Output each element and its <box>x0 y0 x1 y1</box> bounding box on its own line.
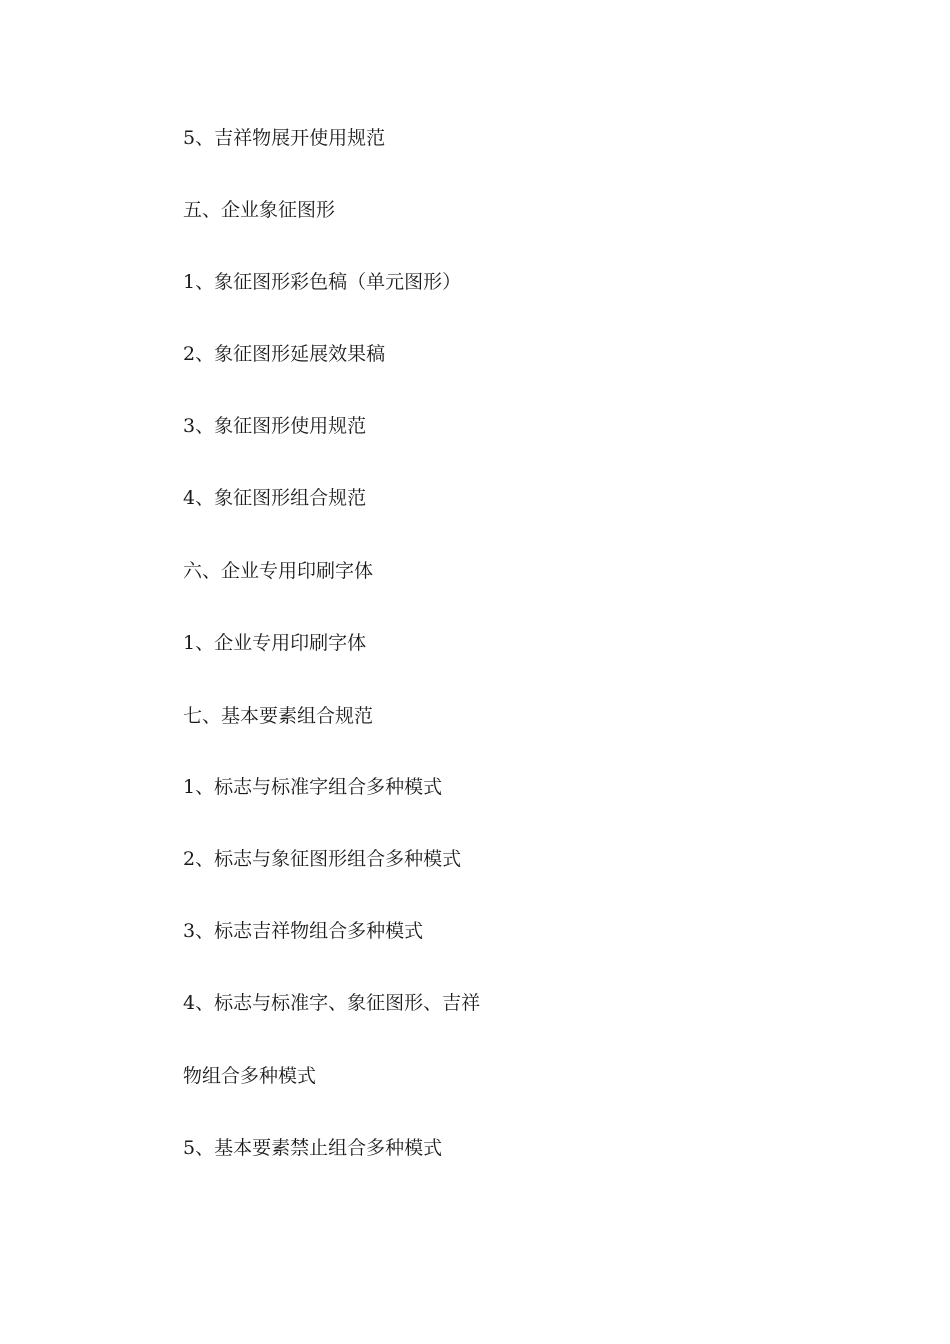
section-heading-print-font: 六、企业专用印刷字体 <box>183 560 374 582</box>
list-item-symbol-color-draft: 1、象征图形彩色稿（单元图形） <box>183 271 462 293</box>
list-item-symbol-combination-spec: 4、象征图形组合规范 <box>183 487 367 509</box>
list-item-full-combination: 4、标志与标准字、象征图形、吉祥 <box>183 992 481 1014</box>
list-item-symbol-extension-draft: 2、象征图形延展效果稿 <box>183 343 386 365</box>
list-item-logo-symbol-modes: 2、标志与象征图形组合多种模式 <box>183 848 462 870</box>
list-item-logo-wordmark-modes: 1、标志与标准字组合多种模式 <box>183 776 443 798</box>
list-item-print-font: 1、企业专用印刷字体 <box>183 632 367 654</box>
list-item-full-combination-cont: 物组合多种模式 <box>183 1065 317 1087</box>
list-item-symbol-usage-spec: 3、象征图形使用规范 <box>183 415 367 437</box>
list-item-mascot-usage-spec: 5、吉祥物展开使用规范 <box>183 127 386 149</box>
section-heading-symbol-graphics: 五、企业象征图形 <box>183 199 336 221</box>
section-heading-element-combination: 七、基本要素组合规范 <box>183 705 374 727</box>
list-item-logo-mascot-modes: 3、标志吉祥物组合多种模式 <box>183 920 424 942</box>
list-item-forbidden-combination: 5、基本要素禁止组合多种模式 <box>183 1137 443 1159</box>
